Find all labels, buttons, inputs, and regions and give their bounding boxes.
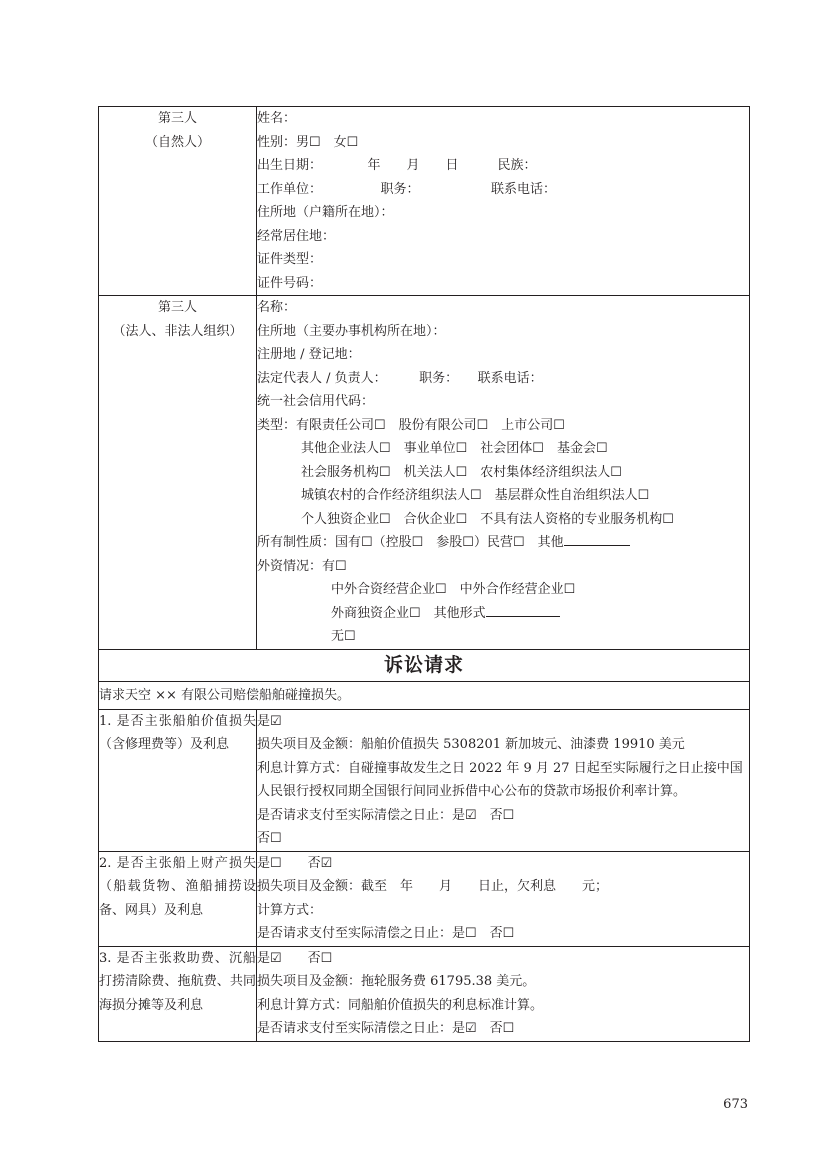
q3-label: 3. 是否主张救助费、沉船打捞清除费、拖航费、共同海损分摊等及利息 — [99, 946, 257, 1041]
q1-loss: 损失项目及金额：船舶价值损失 5308201 新加坡元、油漆费 19910 美元 — [257, 737, 685, 752]
complaint-form-table — [98, 106, 750, 1042]
q1-answer: 是☑ — [257, 713, 282, 729]
natural-person-row — [99, 107, 750, 296]
lp-type-line-2: 其他企业法人☐ 事业单位☐ 社会团体☐ 基金会☐ — [301, 441, 608, 456]
q1-row — [99, 709, 750, 851]
legal-person-fields — [257, 296, 750, 650]
q3-answer: 是☑ 否☐ — [257, 950, 333, 966]
natural-person-label-title: 第三人 — [157, 111, 197, 126]
q2-label: 2. 是否主张船上财产损失（船载货物、渔船捕捞设备、网具）及利息 — [99, 851, 257, 946]
lp-type-line-3: 社会服务机构☐ 机关法人☐ 农村集体经济组织法人☐ — [301, 464, 622, 480]
claims-heading-row — [99, 649, 750, 681]
q1-label: 1. 是否主张船舶价值损失（含修理费等）及利息 — [99, 709, 257, 851]
lp-foreign-line-2: 中外合资经营企业☐ 中外合作经营企业☐ — [331, 582, 576, 597]
lp-foreign-line-4: 无☐ — [331, 629, 356, 644]
lp-credit-code-line: 统一社会信用代码： — [257, 394, 375, 409]
legal-person-row — [99, 296, 750, 650]
np-work-line: 工作单位： 职务： 联系电话： — [257, 181, 557, 197]
q3-content — [257, 946, 750, 1041]
lp-type-line-5: 个人独资企业☐ 合伙企业☐ 不具有法人资格的专业服务机构☐ — [301, 511, 674, 527]
q2-calc: 计算方式： — [257, 902, 323, 918]
lp-foreign-line-3-text: 外商独资企业☐ 其他形式 — [331, 605, 486, 621]
q1-content — [257, 709, 750, 851]
claim-summary: 请求天空 ×× 有限公司赔偿船舶碰撞损失。 — [99, 681, 750, 709]
lp-representative-line: 法定代表人 / 负责人： 职务： 联系电话： — [257, 370, 543, 386]
np-id-type-line: 证件类型： — [257, 252, 323, 267]
lp-foreign-line-1: 外资情况：有☐ — [257, 558, 347, 574]
natural-person-fields — [257, 107, 750, 296]
legal-person-label-title: 第三人 — [157, 300, 197, 315]
q1-no: 否☐ — [257, 831, 282, 846]
lp-type-line-4: 城镇农村的合作经济组织法人☐ 基层群众性自治组织法人☐ — [301, 488, 650, 503]
legal-person-label-sub: （法人、非法人组织） — [112, 324, 243, 339]
lp-name-line: 名称： — [257, 300, 297, 315]
np-gender-line: 性别：男☐ 女☐ — [257, 134, 359, 150]
q3-until-paid: 是否请求支付至实际清偿之日止：是☑ 否☐ — [257, 1021, 515, 1036]
np-residence-line: 经常居住地： — [257, 228, 336, 244]
natural-person-label — [99, 107, 257, 296]
q1-interest: 利息计算方式：自碰撞事故发生之日 2022 年 9 月 27 日起至实际履行之日止接中国人民银行授权同期全国银行间同业拆借中心公布的贷款市场报价利率计算。 — [257, 760, 743, 799]
lp-ownership-blank — [564, 532, 630, 546]
lp-domicile-line: 住所地（主要办事机构所在地）： — [257, 323, 446, 339]
np-name-line: 姓名： — [257, 111, 297, 126]
claims-heading: 诉讼请求 — [99, 649, 750, 681]
lp-type-line-1: 类型：有限责任公司☐ 股份有限公司☐ 上市公司☐ — [257, 417, 565, 433]
lp-foreign-other-blank — [486, 603, 560, 617]
natural-person-label-sub: （自然人） — [144, 135, 210, 150]
q3-row — [99, 946, 750, 1041]
q2-row — [99, 851, 750, 946]
legal-person-label — [99, 296, 257, 650]
q2-answer: 是☐ 否☑ — [257, 855, 333, 871]
np-birth-line: 出生日期： 年 月 日 民族： — [257, 158, 537, 173]
np-id-number-line: 证件号码： — [257, 275, 323, 291]
lp-ownership-text: 所有制性质：国有☐（控股☐ 参股☐）民营☐ 其他 — [257, 535, 564, 550]
q2-until-paid: 是否请求支付至实际清偿之日止：是☐ 否☐ — [257, 926, 515, 941]
lp-ownership-line — [257, 531, 749, 555]
lp-registry-line: 注册地 / 登记地： — [257, 347, 361, 362]
np-domicile-line: 住所地（户籍所在地）： — [257, 205, 394, 220]
q3-loss: 损失项目及金额：拖轮服务费 61795.38 美元。 — [257, 974, 536, 989]
claim-summary-row — [99, 681, 750, 709]
page-number: 673 — [723, 1097, 748, 1112]
q2-content — [257, 851, 750, 946]
q1-until-paid: 是否请求支付至实际清偿之日止：是☑ 否☐ — [257, 807, 515, 823]
q2-loss: 损失项目及金额：截至 年 月 日止，欠利息 元； — [257, 879, 609, 894]
q3-interest: 利息计算方式：同船舶价值损失的利息标准计算。 — [257, 997, 544, 1013]
lp-foreign-line-3 — [257, 602, 749, 626]
